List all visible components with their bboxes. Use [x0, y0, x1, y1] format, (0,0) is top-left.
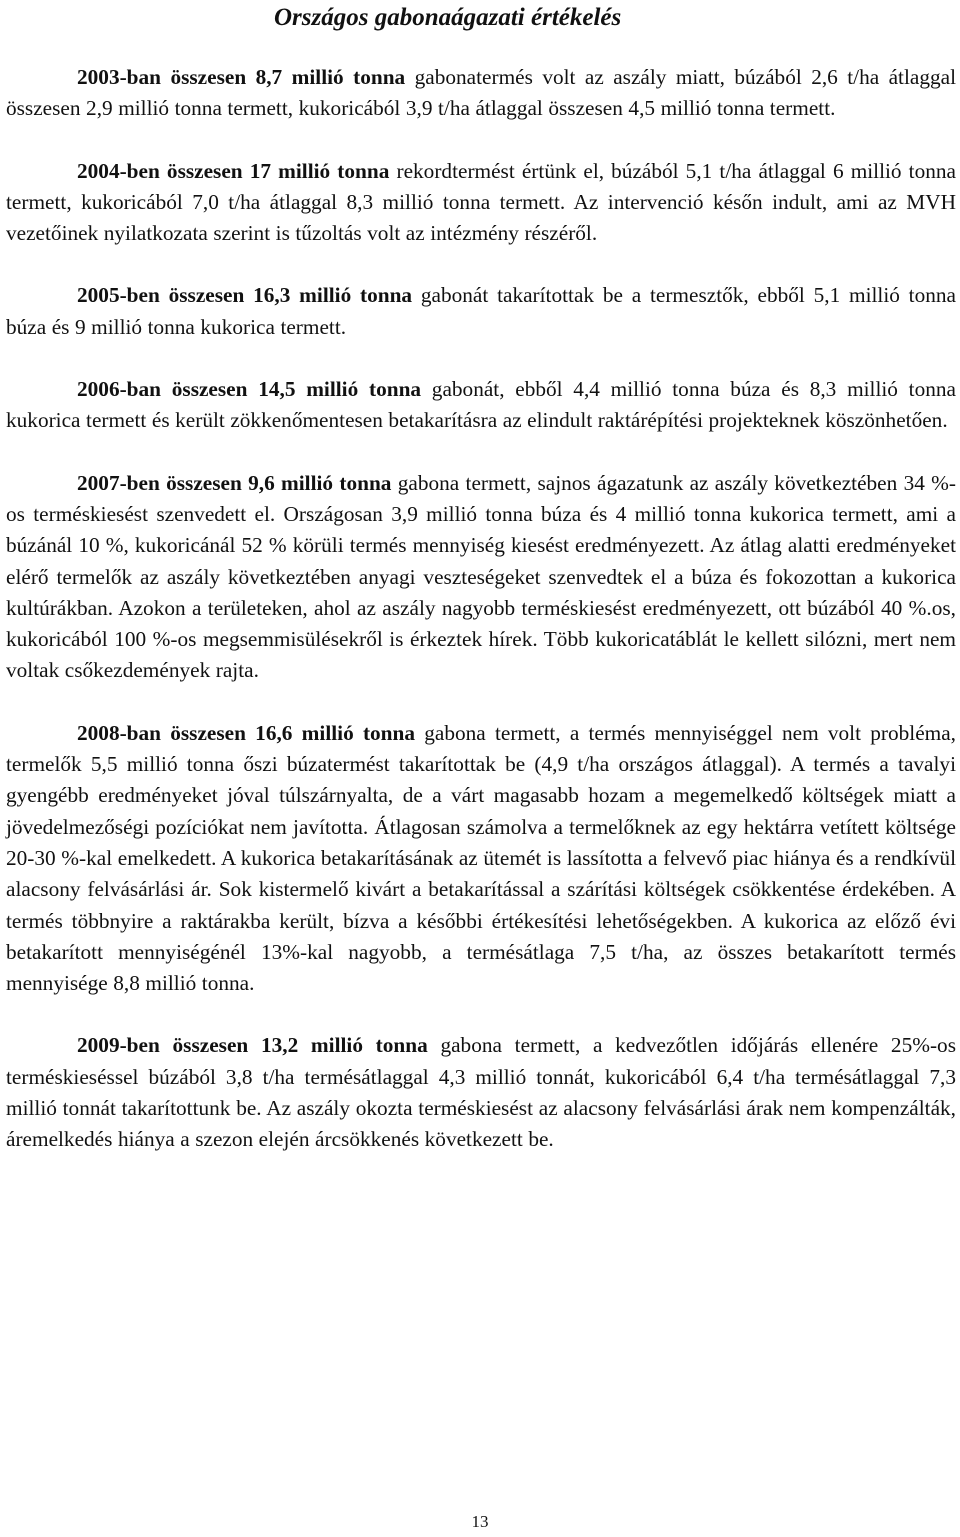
paragraph-lead: 2008-ban összesen 16,6 millió tonna: [77, 720, 416, 745]
page-title: Országos gabonaágazati értékelés: [274, 4, 622, 31]
paragraph-2008: [6, 718, 956, 1000]
paragraph-lead: 2006-ban összesen 14,5 millió tonna: [77, 377, 422, 402]
paragraph-text: rekordtermést értünk el, búzából 5,1 t/ha átlaggal 6 millió tonna termett, kukoricából 7,0 t/ha átlaggal 8,3 millió tonna termett. Az intervenció későn indult, ami az MVH vezetőinek nyilatkozata szerint is tűzoltás volt az intézmény részéről.: [6, 158, 956, 246]
paragraph-lead: 2005-ben összesen 16,3 millió tonna: [77, 283, 413, 308]
paragraph-2006: [6, 374, 956, 437]
paragraph-2004: [6, 156, 956, 250]
paragraph-2003: [6, 62, 956, 125]
paragraph-lead: 2007-ben összesen 9,6 millió tonna: [77, 470, 392, 495]
paragraph-lead: 2003-ban összesen 8,7 millió tonna: [77, 65, 406, 89]
page-number: 13: [471, 1512, 489, 1531]
paragraph-text: gabonát takarítottak be a termesztők, ebből 5,1 millió tonna búza és 9 millió tonna kukorica termett.: [6, 283, 956, 339]
paragraph-lead: 2004-ben összesen 17 millió tonna: [77, 158, 390, 183]
paragraph-text: gabona termett, a kedvezőtlen időjárás ellenére 25%-os terméskieséssel búzából 3,8 t/ha termésátlaggal 4,3 millió tonnát, kukoricából 6,4 t/ha termésátlaggal 7,3 millió tonnát takarítottunk be. Az aszály okozta terméskiesést az alacsony felvásárlási árak nem kompenzálták, áremelkedés hiánya a szezon elején árcsökkenés következett be.: [6, 1033, 956, 1152]
paragraph-lead: 2009-ben összesen 13,2 millió tonna: [77, 1033, 428, 1058]
paragraph-text: gabonatermés volt az aszály miatt, búzából 2,6 t/ha átlaggal összesen 2,9 millió tonna termett, kukoricából 3,9 t/ha átlaggal összesen 4,5 millió tonna termett.: [6, 65, 957, 121]
paragraph-text: gabona termett, a termés mennyiséggel nem volt probléma, termelők 5,5 millió tonna őszi búzatermést takarítottak be (4,9 t/ha országos átlaggal). A termés a tavalyi gyengébb eredményeket jóval túlszárnyalta, de a várt magasabb hozam a megemelkedő költségek miatt a jövedelmezőségi pozíciókat nem javította. Átlagosan számolva a termelőknek az egy hektárra vetített költsége 20-30 %-kal emelkedett. A kukorica betakarításának az ütemét is lassította a felvevő piac hiánya és a rendkívül alacsony felvásárlási ár. Sok kistermelő kivárt a betakarítással a szárítási költségek csökkentése érdekében. A termés többnyire a raktárakba került, bízva a későbbi értékesítési lehetőségekben. A kukorica az előző évi betakarított mennyiségénél 13%-kal nagyobb, a termésátlaga 7,5 t/ha, az összes betakarított termés mennyisége 8,8 millió tonna.: [6, 720, 956, 996]
paragraph-text: gabona termett, sajnos ágazatunk az aszály következtében 34 %-os terméskiesést szenvedett el. Országosan 3,9 millió tonna búza és 4 millió tonna kukorica termett, ami a búzánál 10 %, kukoricánál 52 % körüli termés mennyiség kiesést eredményezett. Az átlag alatti eredményeket elérő termelők az aszály következtében anyagi veszteségeket szenvedtek el a búza és fokozottan a kukorica kultúrákban. Azokon a területeken, ahol az aszály nagyobb terméskiesést eredményezett, ott búzából 40 %.os, kukoricából 100 %-os megsemmisülésekről is érkeztek hírek. Több kukoricatáblát le kellett silózni, mert nem voltak csőkezdemények rajta.: [6, 470, 956, 683]
paragraph-2005: [6, 280, 956, 343]
paragraph-text: gabonát, ebből 4,4 millió tonna búza és 8,3 millió tonna kukorica termett és került zökkenőmentesen betakarításra az elindult raktárépítési projekteknek köszönhetően.: [6, 377, 956, 433]
document-page: [6, 0, 956, 1156]
paragraph-2007: [6, 468, 956, 687]
paragraph-2009: [6, 1030, 956, 1155]
